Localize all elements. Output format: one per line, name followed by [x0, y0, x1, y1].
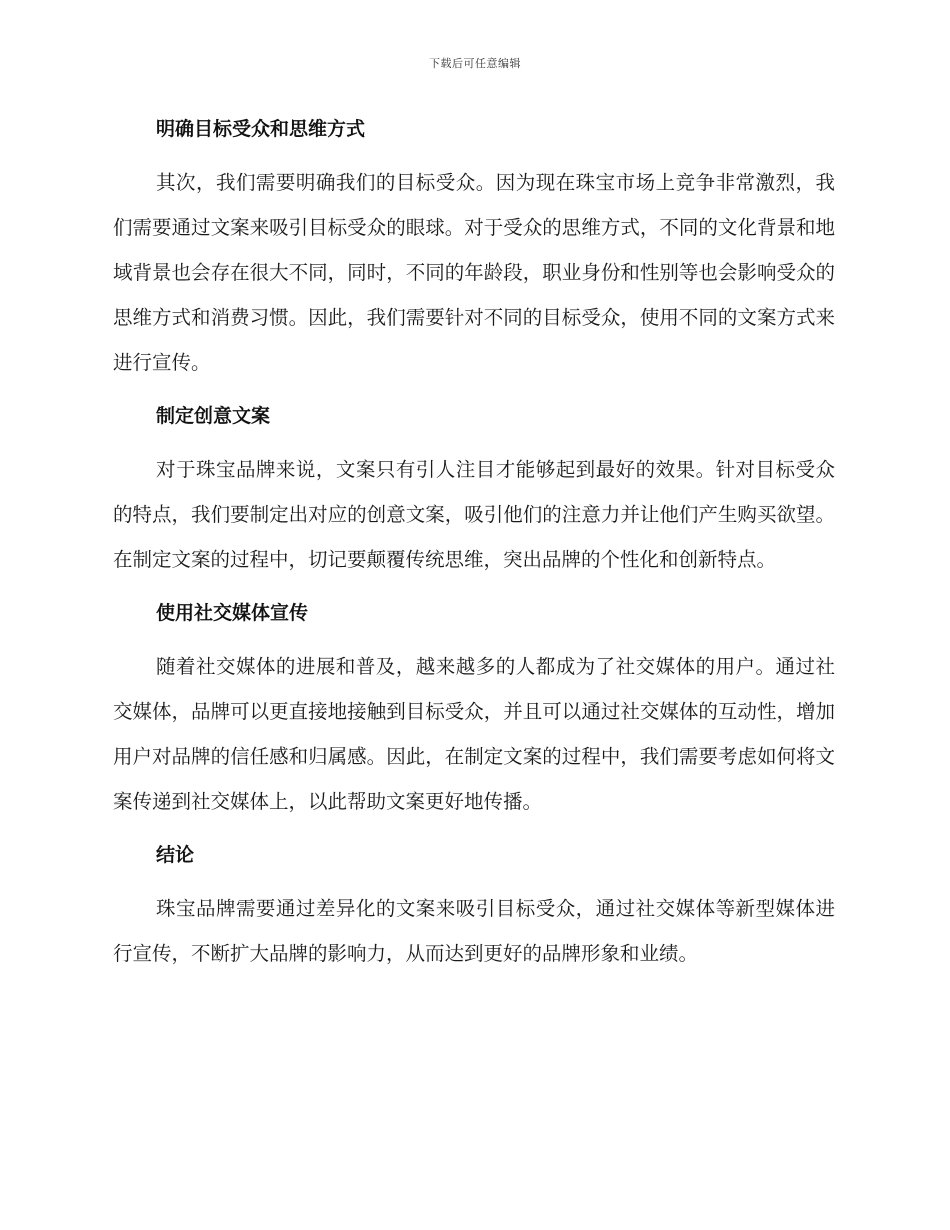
section-heading: 明确目标受众和思维方式	[156, 118, 366, 140]
section-paragraph: 珠宝品牌需要通过差异化的文案来吸引目标受众，通过社交媒体等新型媒体进行宣传，不断扩大品牌的影响力，从而达到更好的品牌形象和业绩。	[113, 897, 835, 965]
section-heading: 使用社交媒体宣传	[156, 602, 309, 624]
section-paragraph: 随着社交媒体的进展和普及，越来越多的人都成为了社交媒体的用户。通过社交媒体，品牌可以更直接地接触到目标受众，并且可以通过社交媒体的互动性，增加用户对品牌的信任感和归属感。因此，在制定文案的过程中，我们需要考虑如何将文案传递到社交媒体上，以此帮助文案更好地传播。	[113, 655, 835, 813]
section-social-media	[113, 594, 835, 824]
section-heading: 制定创意文案	[156, 405, 271, 427]
section-paragraph: 对于珠宝品牌来说，文案只有引人注目才能够起到最好的效果。针对目标受众的特点，我们要制定出对应的创意文案，吸引他们的注意力并让他们产生购买欲望。在制定文案的过程中，切记要颠覆传统思维，突出品牌的个性化和创新特点。	[113, 458, 835, 571]
section-conclusion	[113, 836, 835, 976]
document-body	[113, 110, 835, 976]
section-target-audience	[113, 110, 835, 385]
section-heading: 结论	[156, 844, 195, 866]
section-paragraph: 其次，我们需要明确我们的目标受众。因为现在珠宝市场上竞争非常激烈，我们需要通过文案来吸引目标受众的眼球。对于受众的思维方式，不同的文化背景和地域背景也会存在很大不同，同时，不同的年龄段，职业身份和性别等也会影响受众的思维方式和消费习惯。因此，我们需要针对不同的目标受众，使用不同的文案方式来进行宣传。	[113, 171, 835, 374]
section-creative-copy	[113, 397, 835, 582]
page-header-note: 下载后可任意编辑	[429, 57, 521, 70]
